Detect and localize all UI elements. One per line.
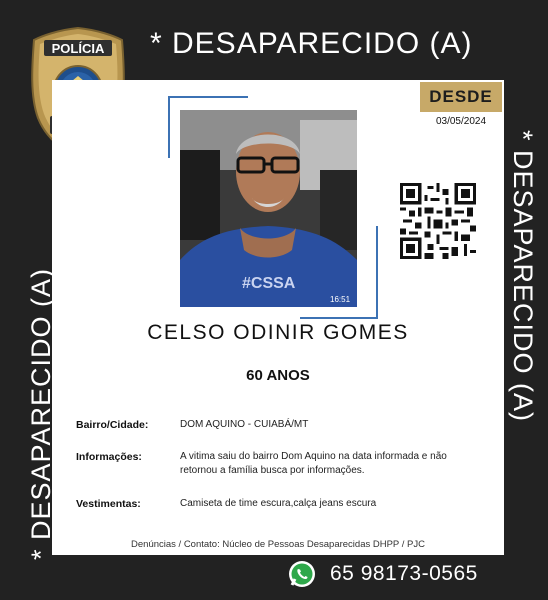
person-age: 60 ANOS bbox=[246, 367, 310, 384]
field-value-bairro: DOM AQUINO - CUIABÁ/MT bbox=[180, 419, 309, 430]
photo-shirt-text: #CSSA bbox=[242, 275, 296, 292]
desde-date: 03/05/2024 bbox=[435, 116, 487, 127]
field-label-bairro: Bairro/Cidade: bbox=[76, 419, 149, 431]
badge-top-text: POLÍCIA bbox=[51, 41, 105, 56]
qr-code[interactable] bbox=[400, 183, 476, 259]
poster-title: * DESAPARECIDO (A) bbox=[150, 27, 473, 60]
side-title-left: * DESAPARECIDO (A) bbox=[26, 267, 56, 560]
person-name: CELSO ODINIR GOMES bbox=[147, 321, 409, 344]
whatsapp-icon bbox=[288, 560, 316, 588]
missing-person-photo bbox=[180, 110, 357, 307]
field-label-vestimentas: Vestimentas: bbox=[76, 498, 141, 510]
photo-frame-right bbox=[376, 226, 378, 319]
photo-frame-bottom bbox=[300, 317, 378, 319]
desde-label: DESDE bbox=[420, 82, 502, 112]
photo-frame-left bbox=[168, 96, 170, 158]
phone-number: 65 98173-0565 bbox=[330, 562, 478, 585]
phone-row[interactable] bbox=[288, 560, 478, 588]
contact-info: Denúncias / Contato: Núcleo de Pessoas Desaparecidas DHPP / PJC bbox=[131, 539, 425, 550]
photo-frame-top bbox=[168, 96, 248, 98]
field-value-informacoes: A vitima saiu do bairro Dom Aquino na data informada e não retornou a família busca por informações. bbox=[180, 451, 447, 476]
photo-timestamp: 16:51 bbox=[330, 295, 351, 304]
field-value-vestimentas: Camiseta de time escura,calça jeans escura bbox=[180, 498, 377, 509]
side-title-right: * DESAPARECIDO (A) bbox=[508, 130, 538, 423]
field-label-informacoes: Informações: bbox=[76, 451, 142, 463]
